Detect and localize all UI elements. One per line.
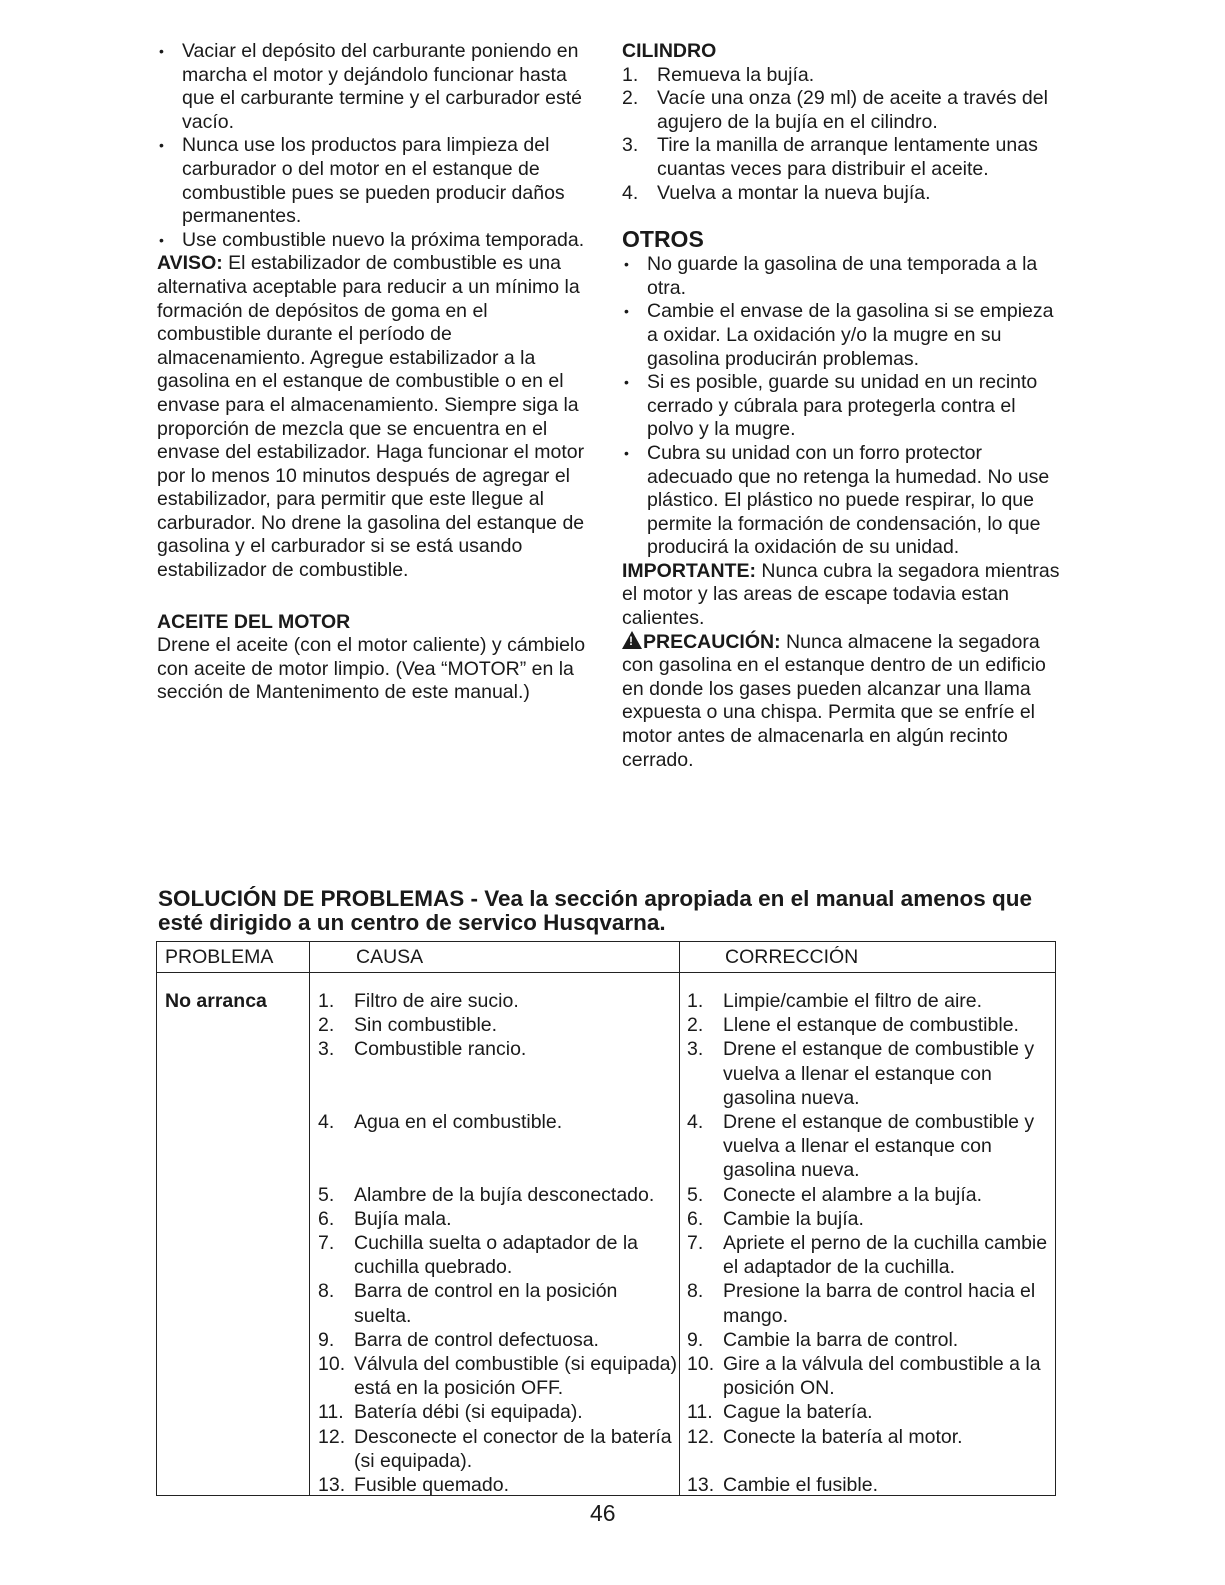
- cilindro-steps: [622, 64, 1062, 206]
- item-number: 6.: [687, 1207, 704, 1230]
- step-number: 1.: [622, 63, 639, 86]
- cause-text: Válvula del combustible (si equipada) está en la posición OFF.: [354, 1353, 678, 1400]
- cause-text: Agua en el combustible.: [354, 1111, 563, 1133]
- correction-text: Presione la barra de control hacia el mango.: [723, 1280, 1036, 1327]
- importante-paragraph: [622, 560, 1062, 631]
- bullet-item: • Nunca use los productos para limpieza del carburador o del motor en el estanque de combustible pues se pueden producir daños permanentes.: [157, 134, 597, 228]
- item-number: 8.: [318, 1280, 335, 1303]
- warning-triangle-icon: [622, 631, 642, 649]
- otros-heading: OTROS: [622, 226, 704, 253]
- item-number: 12.: [318, 1425, 346, 1448]
- step-text: Remueva la bujía.: [657, 63, 815, 86]
- item-number: 1.: [318, 990, 335, 1012]
- precaucion-paragraph: [622, 631, 1062, 773]
- item-number: 10.: [318, 1353, 346, 1376]
- cause-text: Sin combustible.: [354, 1014, 498, 1037]
- page-number: 46: [590, 1500, 616, 1526]
- aceite-heading: ACEITE DEL MOTOR: [157, 610, 351, 633]
- list-item: [687, 1352, 1055, 1400]
- correction-text: Conecte el alambre a la bujía.: [723, 1183, 983, 1206]
- step-text: Vacíe una onza (29 ml) de aceite a través del agujero de la bujía en el cilindro.: [657, 87, 1048, 133]
- troubleshooting-table: [156, 941, 1056, 1496]
- row-spacer: [687, 1449, 1055, 1473]
- row-spacer: [318, 1062, 678, 1110]
- item-number: 4.: [318, 1111, 335, 1133]
- header-divider: [157, 972, 1055, 973]
- list-item: [318, 1231, 678, 1279]
- item-number: 12.: [687, 1425, 715, 1448]
- cause-text: Cuchilla suelta o adaptador de la cuchilla quebrado.: [354, 1232, 639, 1279]
- correction-column: [687, 989, 1055, 1497]
- list-item: [318, 1279, 678, 1327]
- cause-text: Fusible quemado.: [354, 1474, 510, 1497]
- cause-text: Alambre de la bujía desconectado.: [354, 1183, 655, 1206]
- step-text: Vuelva a montar la nueva bujía.: [657, 181, 931, 204]
- item-number: 7.: [318, 1232, 335, 1254]
- item-number: 2.: [318, 1014, 335, 1037]
- cause-text: Combustible rancio.: [354, 1038, 527, 1061]
- list-item: [318, 1473, 678, 1497]
- list-item: [687, 1110, 1055, 1183]
- list-item: [622, 182, 1062, 206]
- cause-text: Barra de control defectuosa.: [354, 1328, 599, 1351]
- item-number: 2.: [687, 1014, 704, 1037]
- correction-text: Drene el estanque de combustible y vuelva a llenar el estanque con gasolina nueva.: [723, 1111, 1035, 1182]
- item-number: 1.: [687, 990, 704, 1012]
- left-column: [157, 40, 597, 705]
- list-item: [687, 1037, 1055, 1110]
- correction-list: [687, 989, 1055, 1497]
- item-number: 7.: [687, 1232, 704, 1255]
- item-number: 11.: [318, 1401, 344, 1424]
- otros-bullets: [622, 253, 1062, 560]
- header-correction: CORRECCIÓN: [725, 946, 859, 968]
- list-item: [687, 1013, 1055, 1037]
- aviso-paragraph: [157, 252, 597, 582]
- list-item: [687, 989, 1055, 1013]
- item-number: 9.: [687, 1328, 704, 1351]
- correction-text: Drene el estanque de combustible y vuelva a llenar el estanque con gasolina nueva.: [723, 1038, 1035, 1109]
- list-item: [687, 1328, 1055, 1352]
- importante-text: Nunca cubra la segadora mientras el motor y las areas de escape todavia estan calientes.: [622, 559, 1060, 630]
- list-item: [318, 1328, 678, 1352]
- aviso-text: El estabilizador de combustible es una alternativa aceptable para reducir a un mínimo la formación de depósitos de goma en el combustible durante el período de almacenamiento. Agregue estabilizador a la gasolina en el estanque de combustible o en el envase para el almacenamiento. Siempre siga la proporción de mezcla que se encuentra en el envase del estabilizador. Haga funcionar el motor por lo menos 10 minutos después de agregar el estabilizador, para permitir que este llegue al carburador. No drene la gasolina del estanque de gasolina y el carburador si se está usando estabilizador de combustible.: [157, 252, 585, 582]
- item-number: 9.: [318, 1328, 335, 1351]
- step-number: 4.: [622, 181, 639, 204]
- cilindro-heading: CILINDRO: [622, 40, 717, 62]
- precaucion-text: Nunca almacene la segadora con gasolina en el estanque dentro de un edificio en donde los gases pueden alcanzar una llama expuesta o una chispa. Permita que se enfríe el motor antes de almacenarla en algún recinto cerrado.: [622, 630, 1046, 771]
- list-item: [622, 64, 1062, 88]
- list-item: [318, 1013, 678, 1037]
- item-number: 10.: [687, 1353, 715, 1376]
- list-item: [687, 1279, 1055, 1327]
- item-number: 3.: [687, 1038, 704, 1061]
- aceite-text: Drene el aceite (con el motor caliente) y cámbielo con aceite de motor limpio. (Vea “MOTOR” en la sección de Mantenimento de este manual.): [157, 634, 586, 704]
- correction-text: Cague la batería.: [723, 1401, 873, 1424]
- list-item: [318, 1425, 678, 1473]
- step-text: Tire la manilla de arranque lentamente unas cuantas veces para distribuir el aceite.: [657, 134, 1038, 180]
- correction-text: Limpie/cambie el filtro de aire.: [723, 990, 983, 1012]
- list-item: [687, 1473, 1055, 1497]
- correction-text: Gire a la válvula del combustible a la posición ON.: [723, 1353, 1041, 1400]
- correction-text: Conecte la batería al motor.: [723, 1425, 963, 1448]
- list-item: [318, 1183, 678, 1207]
- list-item: [318, 1352, 678, 1400]
- correction-text: Cambie la bujía.: [723, 1207, 864, 1230]
- cause-text: Bujía mala.: [354, 1207, 452, 1230]
- item-number: 11.: [687, 1401, 713, 1424]
- importante-label: IMPORTANTE:: [622, 559, 756, 582]
- list-item: [318, 1400, 678, 1424]
- list-item: [318, 989, 678, 1013]
- troubleshooting-title: SOLUCIÓN DE PROBLEMAS - Vea la sección apropiada en el manual amenos que esté dirigido a un centro de servico Husqvarna.: [158, 886, 1032, 935]
- list-item: [318, 1037, 678, 1061]
- step-number: 2.: [622, 87, 639, 110]
- list-item: [687, 1183, 1055, 1207]
- list-item: [318, 1207, 678, 1231]
- cause-text: Batería débi (si equipada).: [354, 1401, 583, 1424]
- precaucion-label: PRECAUCIÓN:: [643, 630, 781, 653]
- header-cause: CAUSA: [356, 946, 424, 968]
- item-number: 13.: [318, 1474, 346, 1497]
- header-problem: PROBLEMA: [165, 946, 274, 968]
- cause-list: [318, 989, 678, 1497]
- item-number: 5.: [687, 1183, 704, 1206]
- list-item: [622, 87, 1062, 134]
- bullet-item: • Cambie el envase de la gasolina si se empieza a oxidar. La oxidación y/o la mugre en su gasolina producirán problemas.: [622, 300, 1062, 371]
- bullet-item: • Use combustible nuevo la próxima temporada.: [157, 229, 597, 253]
- row-spacer: [318, 1134, 678, 1182]
- cause-text: Filtro de aire sucio.: [354, 990, 519, 1012]
- correction-text: Cambie el fusible.: [723, 1474, 878, 1497]
- right-column: [622, 40, 1062, 772]
- list-item: [687, 1400, 1055, 1424]
- item-number: 4.: [687, 1111, 704, 1134]
- step-number: 3.: [622, 134, 639, 157]
- item-number: 8.: [687, 1280, 704, 1303]
- correction-text: Llene el estanque de combustible.: [723, 1014, 1019, 1037]
- bullet-item: • Cubra su unidad con un forro protector adecuado que no retenga la humedad. No use plástico. El plástico no puede respirar, lo que permite la formación de condensación, lo que producirá la oxidación de su unidad.: [622, 442, 1062, 560]
- list-item: [622, 134, 1062, 181]
- list-item: [687, 1231, 1055, 1279]
- bullet-item: • No guarde la gasolina de una temporada a la otra.: [622, 253, 1062, 300]
- correction-text: Cambie la barra de control.: [723, 1328, 959, 1351]
- list-item: [687, 1207, 1055, 1231]
- cause-text: Desconecte el conector de la batería (si equipada).: [354, 1425, 672, 1472]
- item-number: 13.: [687, 1474, 715, 1497]
- correction-text: Apriete el perno de la cuchilla cambie el adaptador de la cuchilla.: [723, 1232, 1048, 1279]
- aviso-label: AVISO:: [157, 252, 223, 275]
- list-item: [318, 1110, 678, 1134]
- column-divider: [679, 942, 680, 1495]
- cause-text: Barra de control en la posición suelta.: [354, 1280, 618, 1327]
- item-number: 3.: [318, 1038, 335, 1061]
- column-divider: [309, 942, 310, 1495]
- storage-bullets: [157, 40, 597, 252]
- cause-column: [318, 989, 678, 1497]
- problem-cell: No arranca: [165, 990, 267, 1012]
- list-item: [687, 1425, 1055, 1449]
- bullet-item: • Vaciar el depósito del carburante poniendo en marcha el motor y dejándolo funcionar hasta que el carburante termine y el carburador esté vacío.: [157, 40, 597, 134]
- item-number: 5.: [318, 1183, 335, 1206]
- bullet-item: • Si es posible, guarde su unidad en un recinto cerrado y cúbrala para protegerla contra el polvo y la mugre.: [622, 371, 1062, 442]
- item-number: 6.: [318, 1207, 335, 1230]
